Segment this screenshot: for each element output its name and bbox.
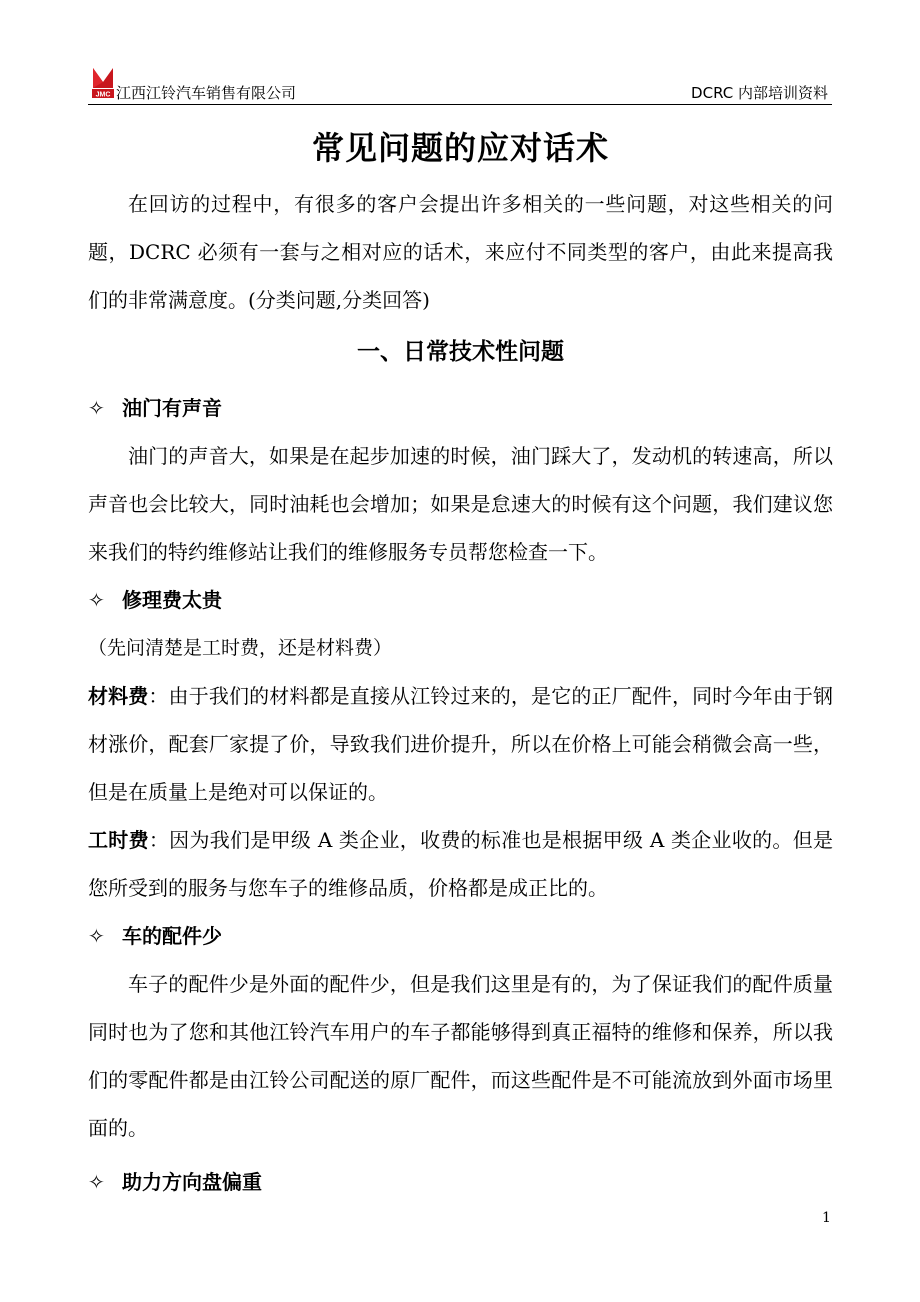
question-heading	[88, 576, 833, 624]
material-fee-text: ：由于我们的材料都是直接从江铃过来的，是它的正厂配件，同时今年由于钢材涨价，配套厂家提了价，导致我们进价提升，所以在价格上可能会稍微会高一些，但是在质量上是绝对可以保证的。	[88, 684, 834, 804]
note-paragraph: （先问清楚是工时费，还是材料费）	[88, 637, 393, 659]
diamond-bullet-icon: ✧	[88, 396, 105, 420]
logo-text: JMC	[95, 91, 111, 99]
labor-fee-paragraph	[88, 816, 833, 912]
document-title: 常见问题的应对话术	[311, 129, 609, 167]
diamond-bullet-icon: ✧	[88, 588, 105, 612]
labor-fee-label: 工时费	[88, 828, 149, 852]
answer-paragraph: 车子的配件少是外面的配件少，但是我们这里是有的，为了保证我们的配件质量同时也为了您和其他江铃汽车用户的车子都能够得到真正福特的维修和保养，所以我们的零配件都是由江铃公司配送的原厂配件，而这些配件是不可能流放到外面市场里面的。	[88, 972, 833, 1140]
document-body	[88, 120, 833, 1206]
question-text: 油门有声音	[122, 396, 222, 420]
intro-paragraph: 在回访的过程中，有很多的客户会提出许多相关的一些问题，对这些相关的问题，DCRC 必须有一套与之相对应的话术，来应付不同类型的客户，由此来提高我们的非常满意度。(分类问题,分类回答)	[88, 192, 833, 312]
question-text: 修理费太贵	[122, 588, 222, 612]
page-header	[88, 64, 832, 105]
page-number: 1	[822, 1210, 831, 1226]
answer-paragraph: 油门的声音大，如果是在起步加速的时候，油门踩大了，发动机的转速高，所以声音也会比较大，同时油耗也会增加；如果是怠速大的时候有这个问题，我们建议您来我们的特约维修站让我们的维修服务专员帮您检查一下。	[88, 444, 833, 564]
document-label: DCRC 内部培训资料	[691, 84, 828, 102]
question-heading	[88, 912, 833, 960]
question-text: 车的配件少	[122, 924, 222, 948]
material-fee-label: 材料费	[88, 684, 149, 708]
question-heading	[88, 1158, 833, 1206]
jmc-logo-icon	[90, 66, 116, 100]
question-text: 助力方向盘偏重	[122, 1170, 262, 1194]
diamond-bullet-icon: ✧	[88, 1170, 105, 1194]
material-fee-paragraph	[88, 672, 833, 816]
diamond-bullet-icon: ✧	[88, 924, 105, 948]
section-title: 一、日常技术性问题	[357, 339, 564, 365]
company-name: 江西江铃汽车销售有限公司	[116, 84, 297, 102]
labor-fee-text: ：因为我们是甲级 A 类企业，收费的标准也是根据甲级 A 类企业收的。但是您所受到的服务与您车子的维修品质，价格都是成正比的。	[88, 828, 833, 900]
question-heading	[88, 384, 833, 432]
